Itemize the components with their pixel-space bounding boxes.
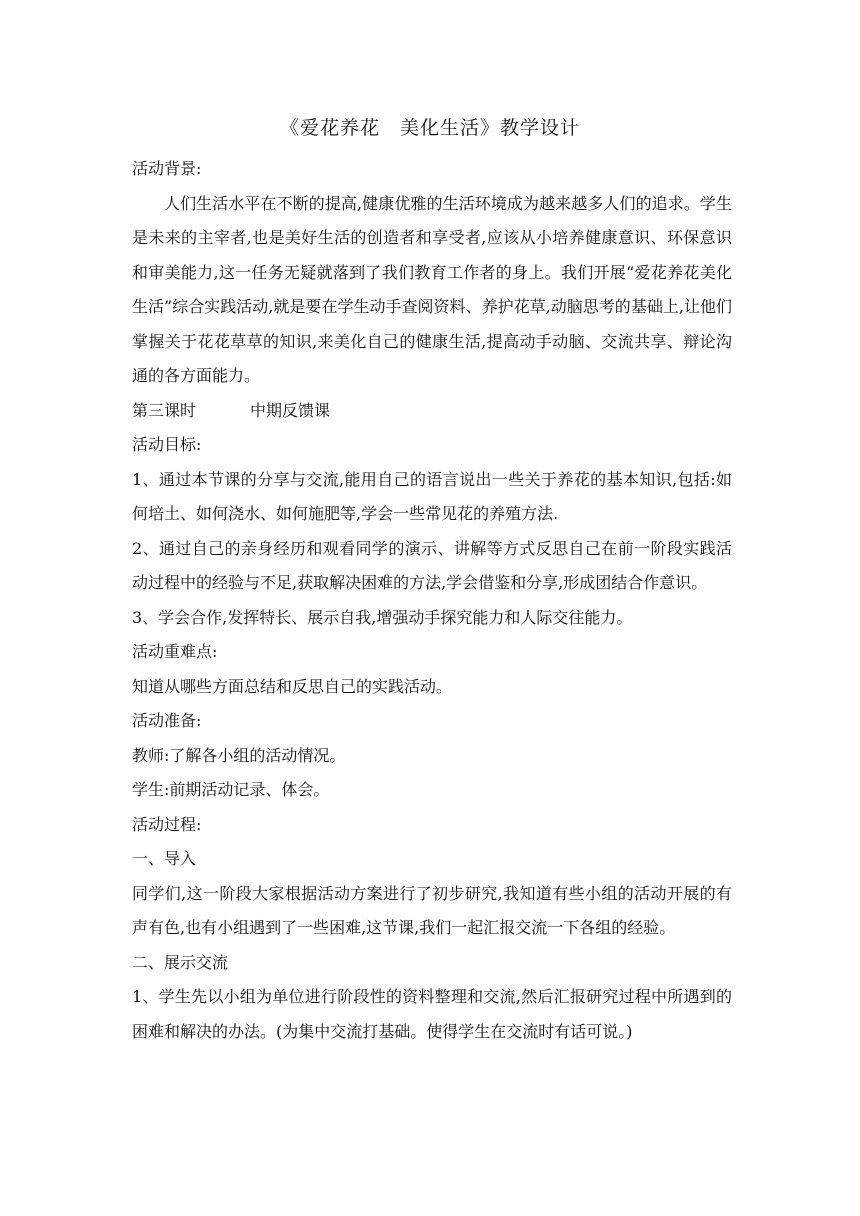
document-body (132, 152, 732, 1049)
lesson-number: 第三课时 (132, 400, 197, 420)
objective-item-2: 2、通过自己的亲身经历和观看同学的演示、讲解等方式反思自己在前一阶段实践活动过程中的经验与不足,获取解决困难的方法,学会借鉴和分享,形成团结合作意识。 (132, 538, 732, 592)
background-heading: 活动背景: (132, 159, 202, 178)
key-points-heading: 活动重难点: (132, 642, 218, 661)
exchange-heading: 二、展示交流 (132, 952, 229, 972)
exchange-item-1: 1、学生先以小组为单位进行阶段性的资料整理和交流,然后汇报研究过程中所遇到的困难和解决的办法。(为集中交流打基础。使得学生在交流时有话可说。) (132, 987, 732, 1041)
lesson-info-row (132, 394, 732, 429)
preparation-heading: 活动准备: (132, 711, 202, 730)
background-paragraph: 人们生活水平在不断的提高,健康优雅的生活环境成为越来越多人们的追求。学生是未来的主宰者,也是美好生活的创造者和享受者,应该从小培养健康意识、环保意识和审美能力,这一任务无疑就落到了我们教育工作者的身上。我们开展“爱花养花美化生活”综合实践活动,就是要在学生动手查阅资料、养护花草,动脑思考的基础上,让他们掌握关于花花草草的知识,来美化自己的健康生活,提高动手动脑、交流共享、辩论沟通的各方面能力。 (132, 193, 732, 385)
key-points-text: 知道从哪些方面总结和反思自己的实践活动。 (132, 676, 453, 696)
student-preparation: 学生:前期活动记录、体会。 (132, 780, 330, 799)
objectives-heading: 活动目标: (132, 435, 202, 454)
document-title: 《爱花养花 美化生活》教学设计 (279, 117, 580, 139)
teacher-preparation: 教师:了解各小组的活动情况。 (132, 745, 346, 765)
objective-item-3: 3、学会合作,发挥特长、展示自我,增强动手探究能力和人际交往能力。 (132, 607, 633, 627)
objective-item-1: 1、通过本节课的分享与交流,能用自己的语言说出一些关于养花的基本知识,包括:如何培土、如何浇水、如何施肥等,学会一些常见花的养殖方法. (132, 469, 732, 523)
process-heading: 活动过程: (132, 814, 202, 834)
lesson-type: 中期反馈课 (250, 400, 331, 420)
intro-heading: 一、导入 (132, 849, 197, 868)
intro-paragraph: 同学们,这一阶段大家根据活动方案进行了初步研究,我知道有些小组的活动开展的有声有色,也有小组遇到了一些困难,这节课,我们一起汇报交流一下各组的经验。 (132, 883, 732, 937)
